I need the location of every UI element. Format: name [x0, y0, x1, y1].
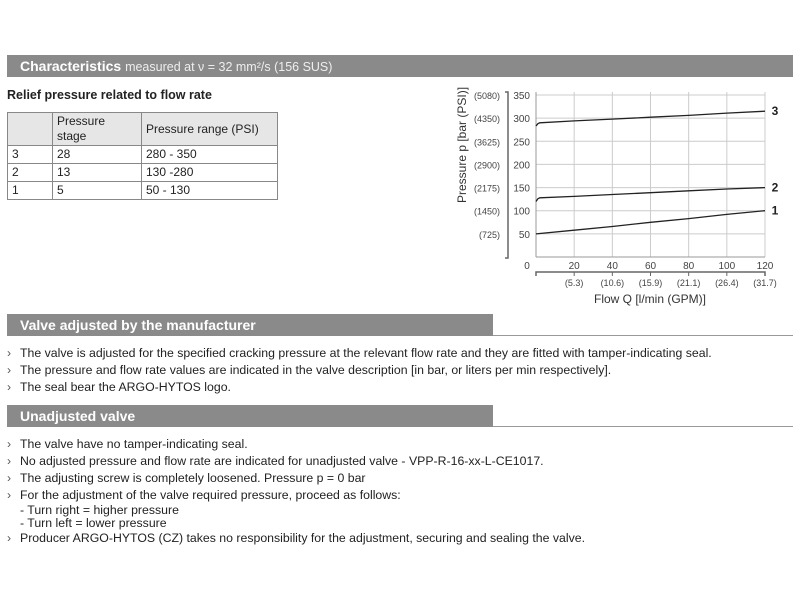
y-tick-label: 300 [513, 114, 530, 126]
x-tick-label-gpm: (21.1) [676, 278, 701, 288]
section-title: Characteristics [20, 58, 122, 74]
list-item [7, 530, 585, 547]
bullet-icon: › [7, 380, 12, 394]
list-item [7, 470, 585, 487]
list-item [7, 345, 712, 362]
table-header: Pressure range (PSI) [142, 113, 278, 146]
table-cell: 1 [8, 182, 53, 200]
list-item [7, 487, 585, 504]
x-axis-title: Flow Q [l/min (GPM)] [593, 292, 707, 306]
table-cell: 5 [53, 182, 142, 200]
bullet-icon: › [7, 454, 12, 468]
divider [493, 426, 793, 427]
list-item-text: Producer ARGO-HYTOS (CZ) takes no responsibility for the adjustment, securing and sealing the valve. [20, 531, 586, 545]
y-tick-label-psi: (4350) [473, 114, 500, 125]
x-tick-label-gpm: (5.3) [564, 278, 584, 288]
y-tick-label: 200 [513, 160, 530, 172]
list-item [7, 436, 585, 453]
y-tick-label: 0 [524, 261, 530, 272]
series-label-2: 2 [771, 180, 779, 195]
sub-item: - Turn right = higher pressure [20, 503, 179, 517]
table-cell: 2 [8, 164, 53, 182]
x-tick-label-gpm: (31.7) [753, 278, 777, 288]
y-tick-label-psi: (2175) [473, 183, 500, 194]
y-tick-label: 100 [513, 206, 530, 218]
x-tick-label: 60 [644, 261, 657, 272]
table-cell: 130 -280 [142, 164, 278, 182]
list-item-text: The valve is adjusted for the specified cracking pressure at the relevant flow rate and they are fitted with tamper-indicating seal. [20, 346, 712, 360]
list-item-text: No adjusted pressure and flow rate are indicated for unadjusted valve - VPP-R-16-xx-L-CE1017. [20, 454, 544, 468]
list-item-text: For the adjustment of the valve required pressure, proceed as follows: [20, 488, 401, 502]
unadjusted-list [7, 436, 585, 547]
bullet-icon: › [7, 531, 12, 545]
y-tick-label-psi: (1450) [473, 206, 500, 217]
y-tick-label-psi: (5080) [473, 91, 500, 101]
list-item-text: The adjusting screw is completely loosened. Pressure p = 0 bar [20, 471, 366, 485]
list-item [7, 362, 712, 379]
section-title: Valve adjusted by the manufacturer [20, 317, 256, 333]
section-subtitle: measured at ν = 32 mm²/s (156 SUS) [125, 60, 333, 74]
divider [493, 335, 793, 336]
x-tick-label-gpm: (15.9) [638, 278, 663, 288]
y-tick-label-psi: (2900) [473, 160, 500, 171]
x-tick-label-gpm: (26.4) [715, 278, 739, 288]
table-header: Pressure stage [53, 113, 142, 146]
y-tick-label-psi: (3625) [473, 137, 500, 148]
table-cell: 13 [53, 164, 142, 182]
x-tick-label: 40 [606, 261, 618, 272]
section-title: Unadjusted valve [20, 408, 136, 424]
table-cell: 50 - 130 [142, 182, 278, 200]
list-item [7, 379, 712, 396]
relief-title: Relief pressure related to flow rate [7, 88, 212, 102]
adjusted-header [7, 314, 493, 336]
sub-item: - Turn left = lower pressure [20, 516, 167, 530]
list-item-text: The pressure and flow rate values are indicated in the valve description [in bar, or liters per min respectively]. [20, 363, 612, 377]
series-label-1: 1 [771, 203, 779, 218]
x-tick-label: 100 [718, 261, 736, 272]
list-item [7, 453, 585, 470]
y-tick-label: 50 [518, 229, 530, 241]
list-item-text: The valve have no tamper-indicating seal. [20, 437, 248, 451]
adjusted-list [7, 345, 712, 396]
bullet-icon: › [7, 471, 12, 485]
y-tick-label: 350 [513, 91, 530, 102]
x-tick-label: 120 [756, 261, 774, 272]
y-axis-bracket [505, 92, 508, 258]
x-tick-label-gpm: (10.6) [600, 278, 625, 288]
y-tick-label: 150 [513, 183, 530, 195]
unadjusted-header [7, 405, 493, 427]
bullet-icon: › [7, 363, 12, 377]
series-label-3: 3 [771, 104, 779, 119]
table-cell: 28 [53, 146, 142, 164]
bullet-icon: › [7, 488, 12, 502]
bullet-icon: › [7, 346, 12, 360]
list-item-text: The seal bear the ARGO-HYTOS logo. [20, 380, 231, 394]
bullet-icon: › [7, 437, 12, 451]
x-tick-label: 80 [683, 261, 695, 272]
x-tick-label: 20 [568, 261, 580, 272]
y-axis-title: Pressure p [bar (PSI)] [455, 86, 469, 204]
y-tick-label-psi: (725) [478, 229, 500, 240]
y-tick-label: 250 [513, 137, 530, 149]
table-cell: 280 - 350 [142, 146, 278, 164]
table-cell: 3 [8, 146, 53, 164]
